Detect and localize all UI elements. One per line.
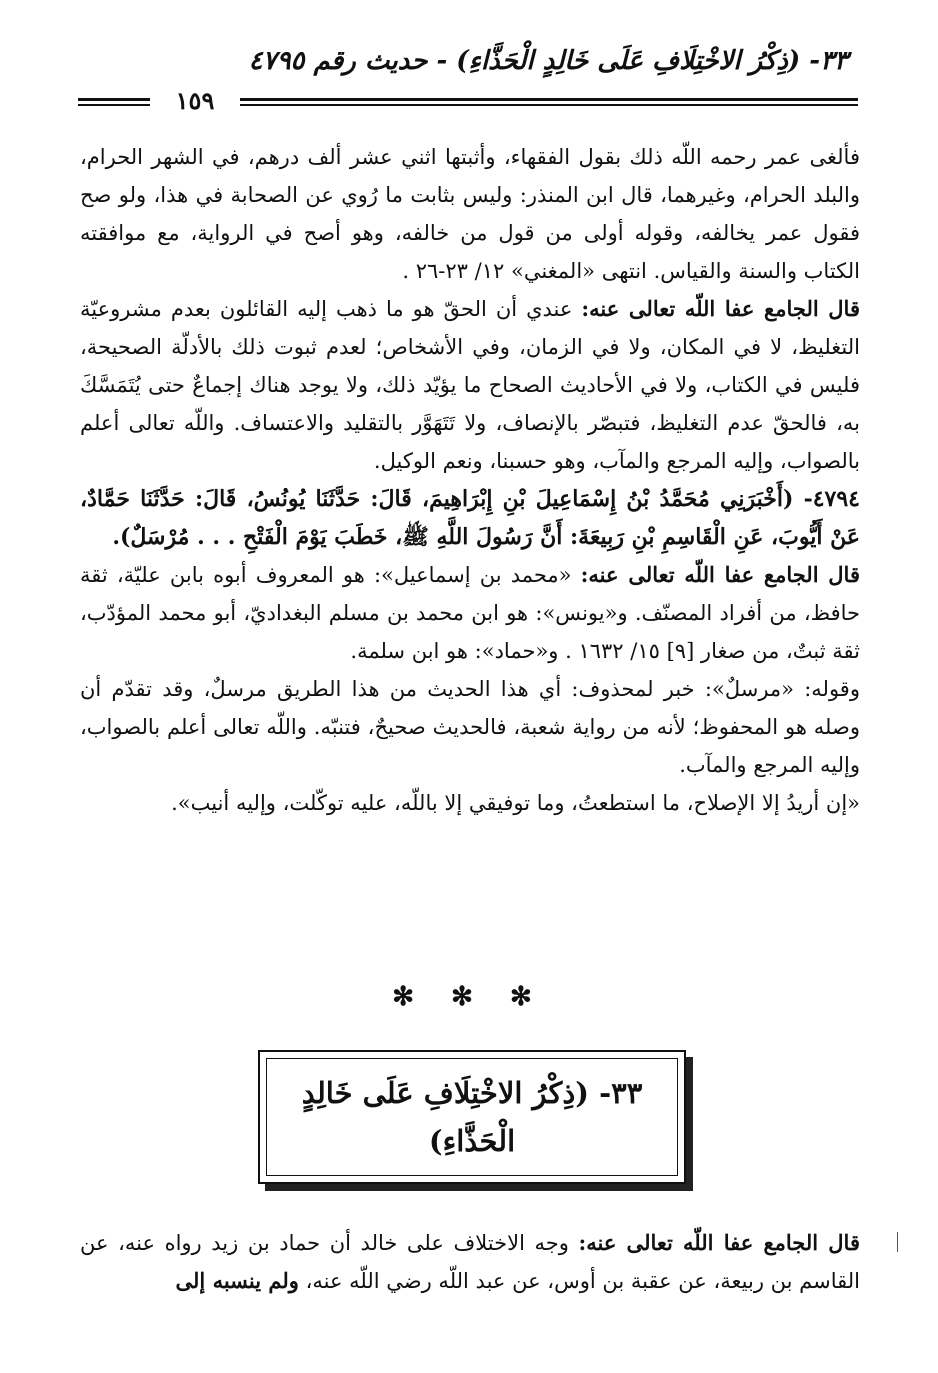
section-title-line-2: الْحَذَّاءِ) [428, 1124, 516, 1158]
paragraph-text: عندي أن الحقّ هو ما ذهب إليه القائلون بعدم مشروعيّة التغليظ، لا في المكان، ولا في الزمان، وفي الأشخاص؛ لعدم ثبوت ذلك بالأدلّة الصحيحة، فليس في الكتاب، ولا في الأحاديث الصحاح ما يؤيّد ذلك، ولا يوجد هناك إجماعٌ حتى يُتَمَسَّكَ به، فالحقّ عدم التغليظ، فتبصّر بالإنصاف، ولا تَتَهَوَّر بالتقليد والاعتساف. واللّه تعالى أعلم بالصواب، وإليه المرجع والمآب، وهو حسبنا، ونعم الوكيل. [80, 297, 860, 473]
section-title [266, 1058, 678, 1176]
main-text [80, 138, 860, 822]
paragraph-lead: قال الجامع عفا اللّه تعالى عنه: [581, 296, 860, 321]
running-header-title: ٣٣- (ذِكْرُ الاخْتِلَافِ عَلَى خَالِدٍ الْحَذَّاءِ) - حديث رقم ٤٧٩٥ [248, 46, 848, 76]
paragraph-lead: قال الجامع عفا اللّه تعالى عنه: [580, 562, 860, 587]
paragraph-text: وجه الاختلاف على خالد أن حماد بن زيد رواه عنه، عن القاسم بن ربيعة، عن عقبة بن أوس، عن عبد اللّه رضي اللّه عنه، [80, 1231, 860, 1293]
page-number: ١٥٩ [150, 86, 240, 114]
paragraph-4: وقوله: «مرسلٌ»: خبر لمحذوف: أي هذا الحديث من هذا الطريق مرسلٌ، وقد تقدّم أن وصله هو المحفوظ؛ لأنه من رواية شعبة، فالحديث صحيحٌ، فتنبّه. واللّه تعالى أعلم بالصواب، وإليه المرجع والمآب. [80, 677, 860, 777]
paragraph-text: «محمد بن إسماعيل»: هو المعروف أبوه بابن عليّة، ثقة حافظ، من أفراد المصنّف. و«يونس»: هو ابن محمد بن مسلم البغداديّ، أبو محمد المؤدّب، ثقة ثبتٌ، من صغار [٩] ١٥/ ١٦٣٢ . و«حماد»: هو ابن سلمة. [80, 563, 860, 663]
paragraph-1: فألغى عمر رحمه اللّه ذلك بقول الفقهاء، وأثبتها اثني عشر ألف درهم، في الشهر الحرام، والبلد الحرام، وغيرهما، قال ابن المنذر: وليس بثابت ما رُوي عن الصحابة في هذا، ولو صح فقول عمر يخالفه، وقوله أولى من قول من خالفه، وهو أصح في الرواية، مع موافقته الكتاب والسنة والقياس. انتهى «المغني» ١٢/ ٢٣-٢٦ . [80, 145, 860, 283]
paragraph-3 [80, 556, 860, 670]
section-separator: ✻ ✻ ✻ [392, 982, 546, 1012]
section-title-line-1: ٣٣- (ذِكْرُ الاخْتِلَافِ عَلَى خَالِدٍ [301, 1076, 643, 1110]
margin-mark [897, 1232, 898, 1252]
paragraph-tail: ولم ينسبه إلى [175, 1268, 299, 1293]
paragraph-5: «إن أريدُ إلا الإصلاح، ما استطعتُ، وما توفيقي إلا باللّه، عليه توكّلت، وإليه أنيب». [171, 791, 860, 815]
section-title-box [258, 1050, 686, 1184]
hadith-text: ٤٧٩٤- (أَخْبَرَنِي مُحَمَّدُ بْنُ إِسْمَاعِيلَ بْنِ إِبْرَاهِيمَ، قَالَ: حَدَّثَنَا يُونُسُ، قَالَ: حَدَّثَنَا حَمَّادٌ، عَنْ أَيُّوبَ، عَنِ الْقَاسِمِ بْنِ رَبِيعَةَ: أَنَّ رَسُولَ اللَّهِ ﷺ، خَطَبَ يَوْمَ الْفَتْحِ . . . مُرْسَلٌ). [80, 486, 860, 550]
paragraph-6 [80, 1224, 860, 1300]
paragraph-lead: قال الجامع عفا اللّه تعالى عنه: [578, 1230, 860, 1255]
paragraph-2 [80, 290, 860, 480]
section-text [80, 1224, 860, 1300]
